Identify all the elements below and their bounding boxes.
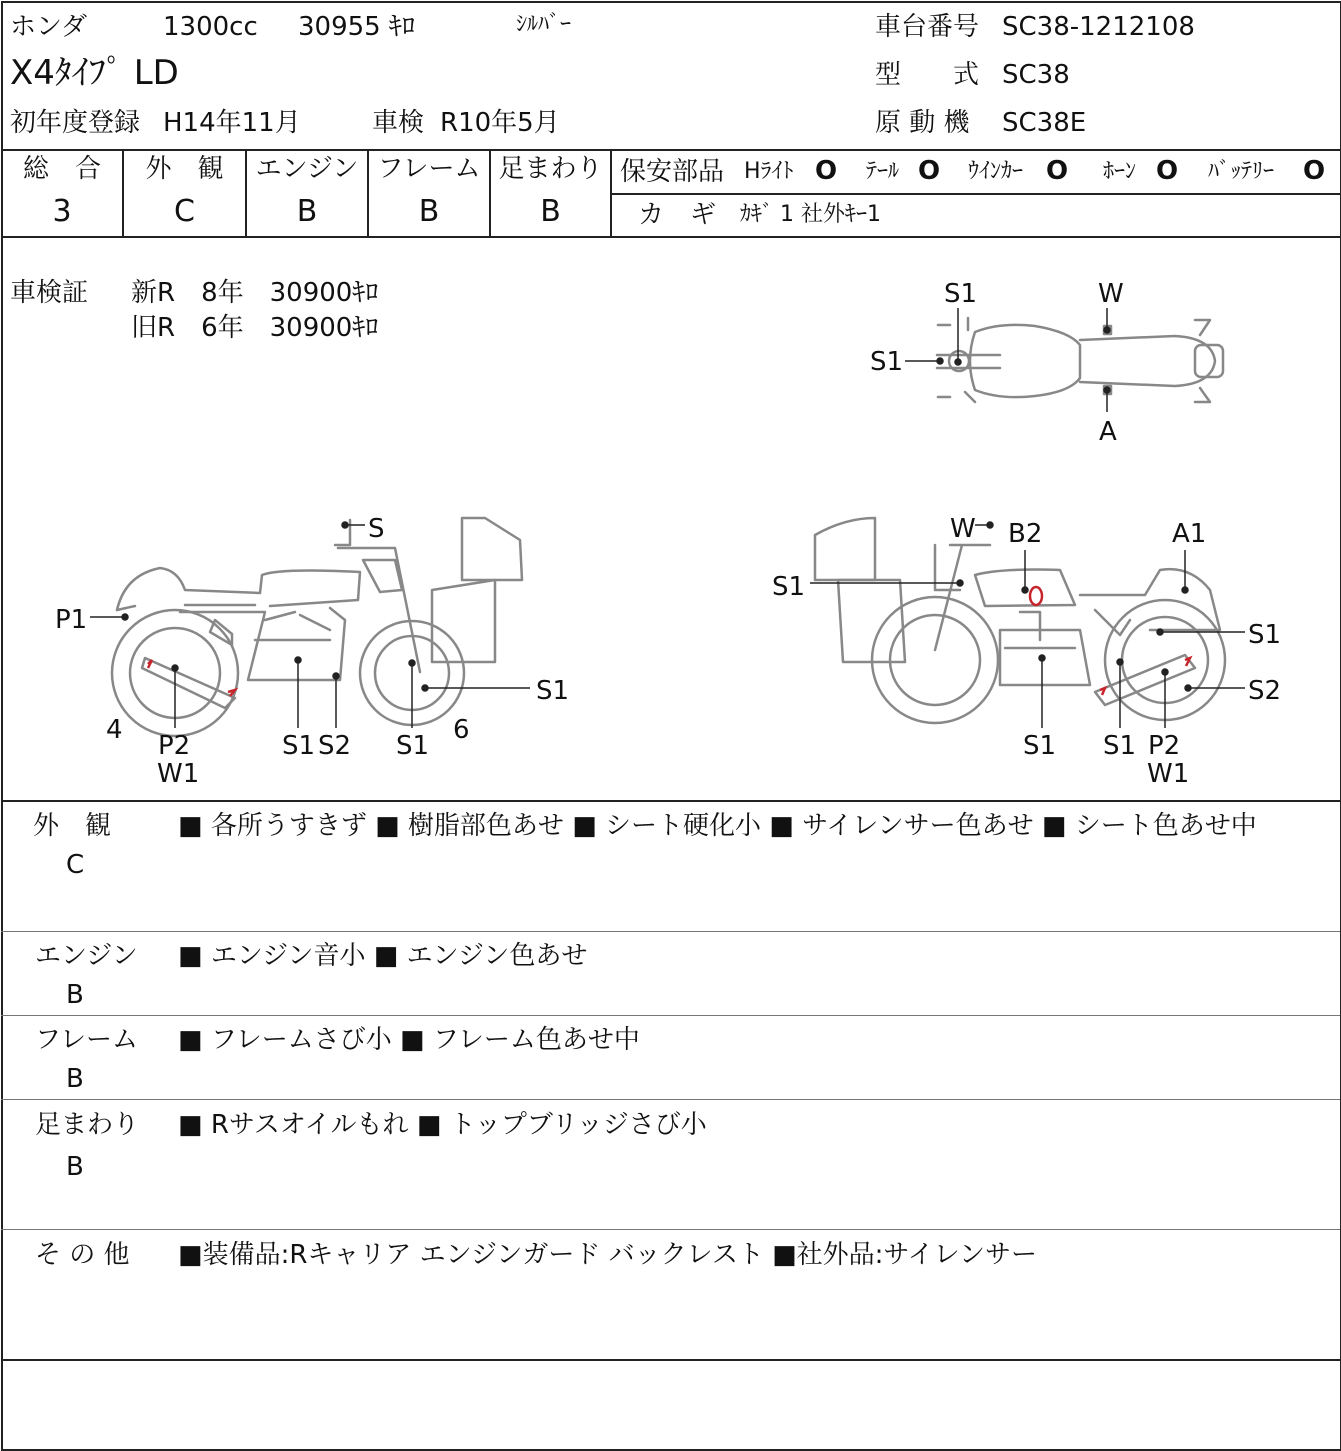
left-w1-label: W1	[157, 759, 200, 789]
left-side-bike	[112, 518, 522, 736]
top-a-label: A	[1099, 417, 1117, 447]
safety-label: 保安部品	[620, 157, 725, 187]
right-s1a-label: S1	[1023, 731, 1057, 761]
left-4-label: 4	[106, 715, 123, 745]
divider	[1, 1099, 1340, 1100]
remark-other-category: そ の 他	[35, 1240, 130, 1270]
safety-tail-mark: O	[918, 156, 941, 186]
right-s1-label: S1	[1248, 620, 1282, 650]
right-s2-label: S2	[1248, 676, 1282, 706]
cert-new: 新R 8年 30900ｷﾛ	[131, 278, 379, 308]
right-s1b-label: S1	[1103, 731, 1137, 761]
grade-total-value: 3	[52, 194, 72, 229]
right-s1-left-label: S1	[772, 572, 806, 602]
color: ｼﾙﾊﾞｰ	[516, 12, 572, 37]
divider	[1, 1359, 1340, 1361]
left-6-label: 6	[453, 715, 470, 745]
divider	[1, 1015, 1340, 1016]
top-w-label: W	[1098, 279, 1124, 309]
cert-label: 車検証	[10, 278, 89, 308]
safety-horn: ﾎｰﾝ	[1103, 159, 1137, 184]
shaken-label: 車検	[372, 108, 425, 138]
key-value: ｶｷﾞ 1 社外ｷｰ1	[740, 202, 881, 227]
safety-winker: ｳｲﾝｶｰ	[968, 159, 1024, 184]
grade-frame-value: B	[418, 194, 440, 229]
grade-exterior-label: 外 観	[145, 154, 224, 184]
key-label: カ ギ	[638, 200, 717, 230]
left-p1-label: P1	[55, 605, 88, 635]
right-w1-label: W1	[1147, 759, 1190, 789]
shaken-value: R10年5月	[440, 108, 560, 138]
remark-engine-grade: B	[66, 980, 84, 1010]
grade-frame-label: フレーム	[377, 154, 481, 184]
top-s1b-label: S1	[870, 347, 904, 377]
divider	[1, 236, 1340, 238]
divider	[1, 149, 1340, 151]
left-s1b-label: S1	[396, 731, 430, 761]
engine-label: 原 動 機	[875, 108, 970, 138]
first-reg-label: 初年度登録	[10, 108, 141, 138]
type-label: 型 式	[875, 60, 980, 90]
remark-frame-category: フレーム	[35, 1025, 138, 1055]
right-p2-label: P2	[1148, 731, 1181, 761]
engine-value: SC38E	[1002, 108, 1087, 138]
remark-suspension-category: 足まわり	[35, 1110, 140, 1140]
right-a1-label: A1	[1172, 519, 1207, 549]
right-b2-label: B2	[1008, 519, 1043, 549]
displacement: 1300cc	[163, 12, 258, 42]
frame-no-label: 車台番号	[875, 12, 980, 42]
top-s1-label: S1	[944, 279, 978, 309]
first-reg-value: H14年11月	[163, 108, 301, 138]
safety-horn-mark: O	[1156, 156, 1179, 186]
top-view-bike	[937, 318, 1223, 402]
left-p2-label: P2	[158, 731, 191, 761]
grade-suspension-value: B	[540, 194, 561, 229]
right-w-label: W	[950, 514, 976, 544]
grade-total-label: 総 合	[22, 154, 101, 184]
damage-diagram	[0, 240, 1341, 800]
remark-suspension-text: ■ Rサスオイルもれ ■ トップブリッジさび小	[178, 1110, 707, 1140]
safety-headlight-mark: O	[815, 156, 838, 186]
type-value: SC38	[1002, 60, 1070, 90]
remark-engine-category: エンジン	[35, 941, 138, 971]
safety-winker-mark: O	[1046, 156, 1069, 186]
left-s-label: S	[368, 514, 385, 544]
grade-suspension-label: 足まわり	[498, 154, 603, 184]
divider	[1, 800, 1340, 802]
divider	[1, 1229, 1340, 1230]
safety-battery: ﾊﾞｯﾃﾘｰ	[1208, 159, 1275, 184]
frame-no: SC38-1212108	[1002, 12, 1195, 42]
safety-tail: ﾃｰﾙ	[866, 159, 900, 184]
divider	[610, 149, 612, 237]
left-s1-right-label: S1	[536, 676, 570, 706]
remark-exterior-grade: C	[66, 850, 85, 880]
safety-battery-mark: O	[1303, 156, 1326, 186]
remark-exterior-category: 外 観	[33, 811, 112, 841]
remark-frame-grade: B	[66, 1064, 84, 1094]
remark-engine-text: ■ エンジン音小 ■ エンジン色あせ	[178, 941, 588, 971]
divider	[1, 931, 1340, 932]
left-s1-label: S1	[282, 731, 316, 761]
grade-engine-label: エンジン	[255, 154, 359, 184]
remark-suspension-grade: B	[66, 1152, 84, 1182]
remark-exterior-text: ■ 各所うすきず ■ 樹脂部色あせ ■ シート硬化小 ■ サイレンサー色あせ ■ シート色あせ中	[178, 811, 1257, 841]
cert-old: 旧R 6年 30900ｷﾛ	[131, 313, 379, 343]
grade-exterior-value: C	[174, 194, 195, 229]
divider	[611, 193, 1340, 195]
remark-frame-text: ■ フレームさび小 ■ フレーム色あせ中	[178, 1025, 640, 1055]
left-s2-label: S2	[318, 731, 352, 761]
remark-other-text: ■装備品:Rキャリア エンジンガード バックレスト ■社外品:サイレンサー	[178, 1240, 1037, 1270]
maker: ホンダ	[10, 12, 87, 42]
model-name: X4ﾀｲﾌﾟ LD	[10, 53, 179, 93]
grade-engine-value: B	[296, 194, 318, 229]
mileage: 30955 ｷﾛ	[298, 12, 415, 42]
safety-headlight: Hﾗｲﾄ	[744, 159, 794, 184]
